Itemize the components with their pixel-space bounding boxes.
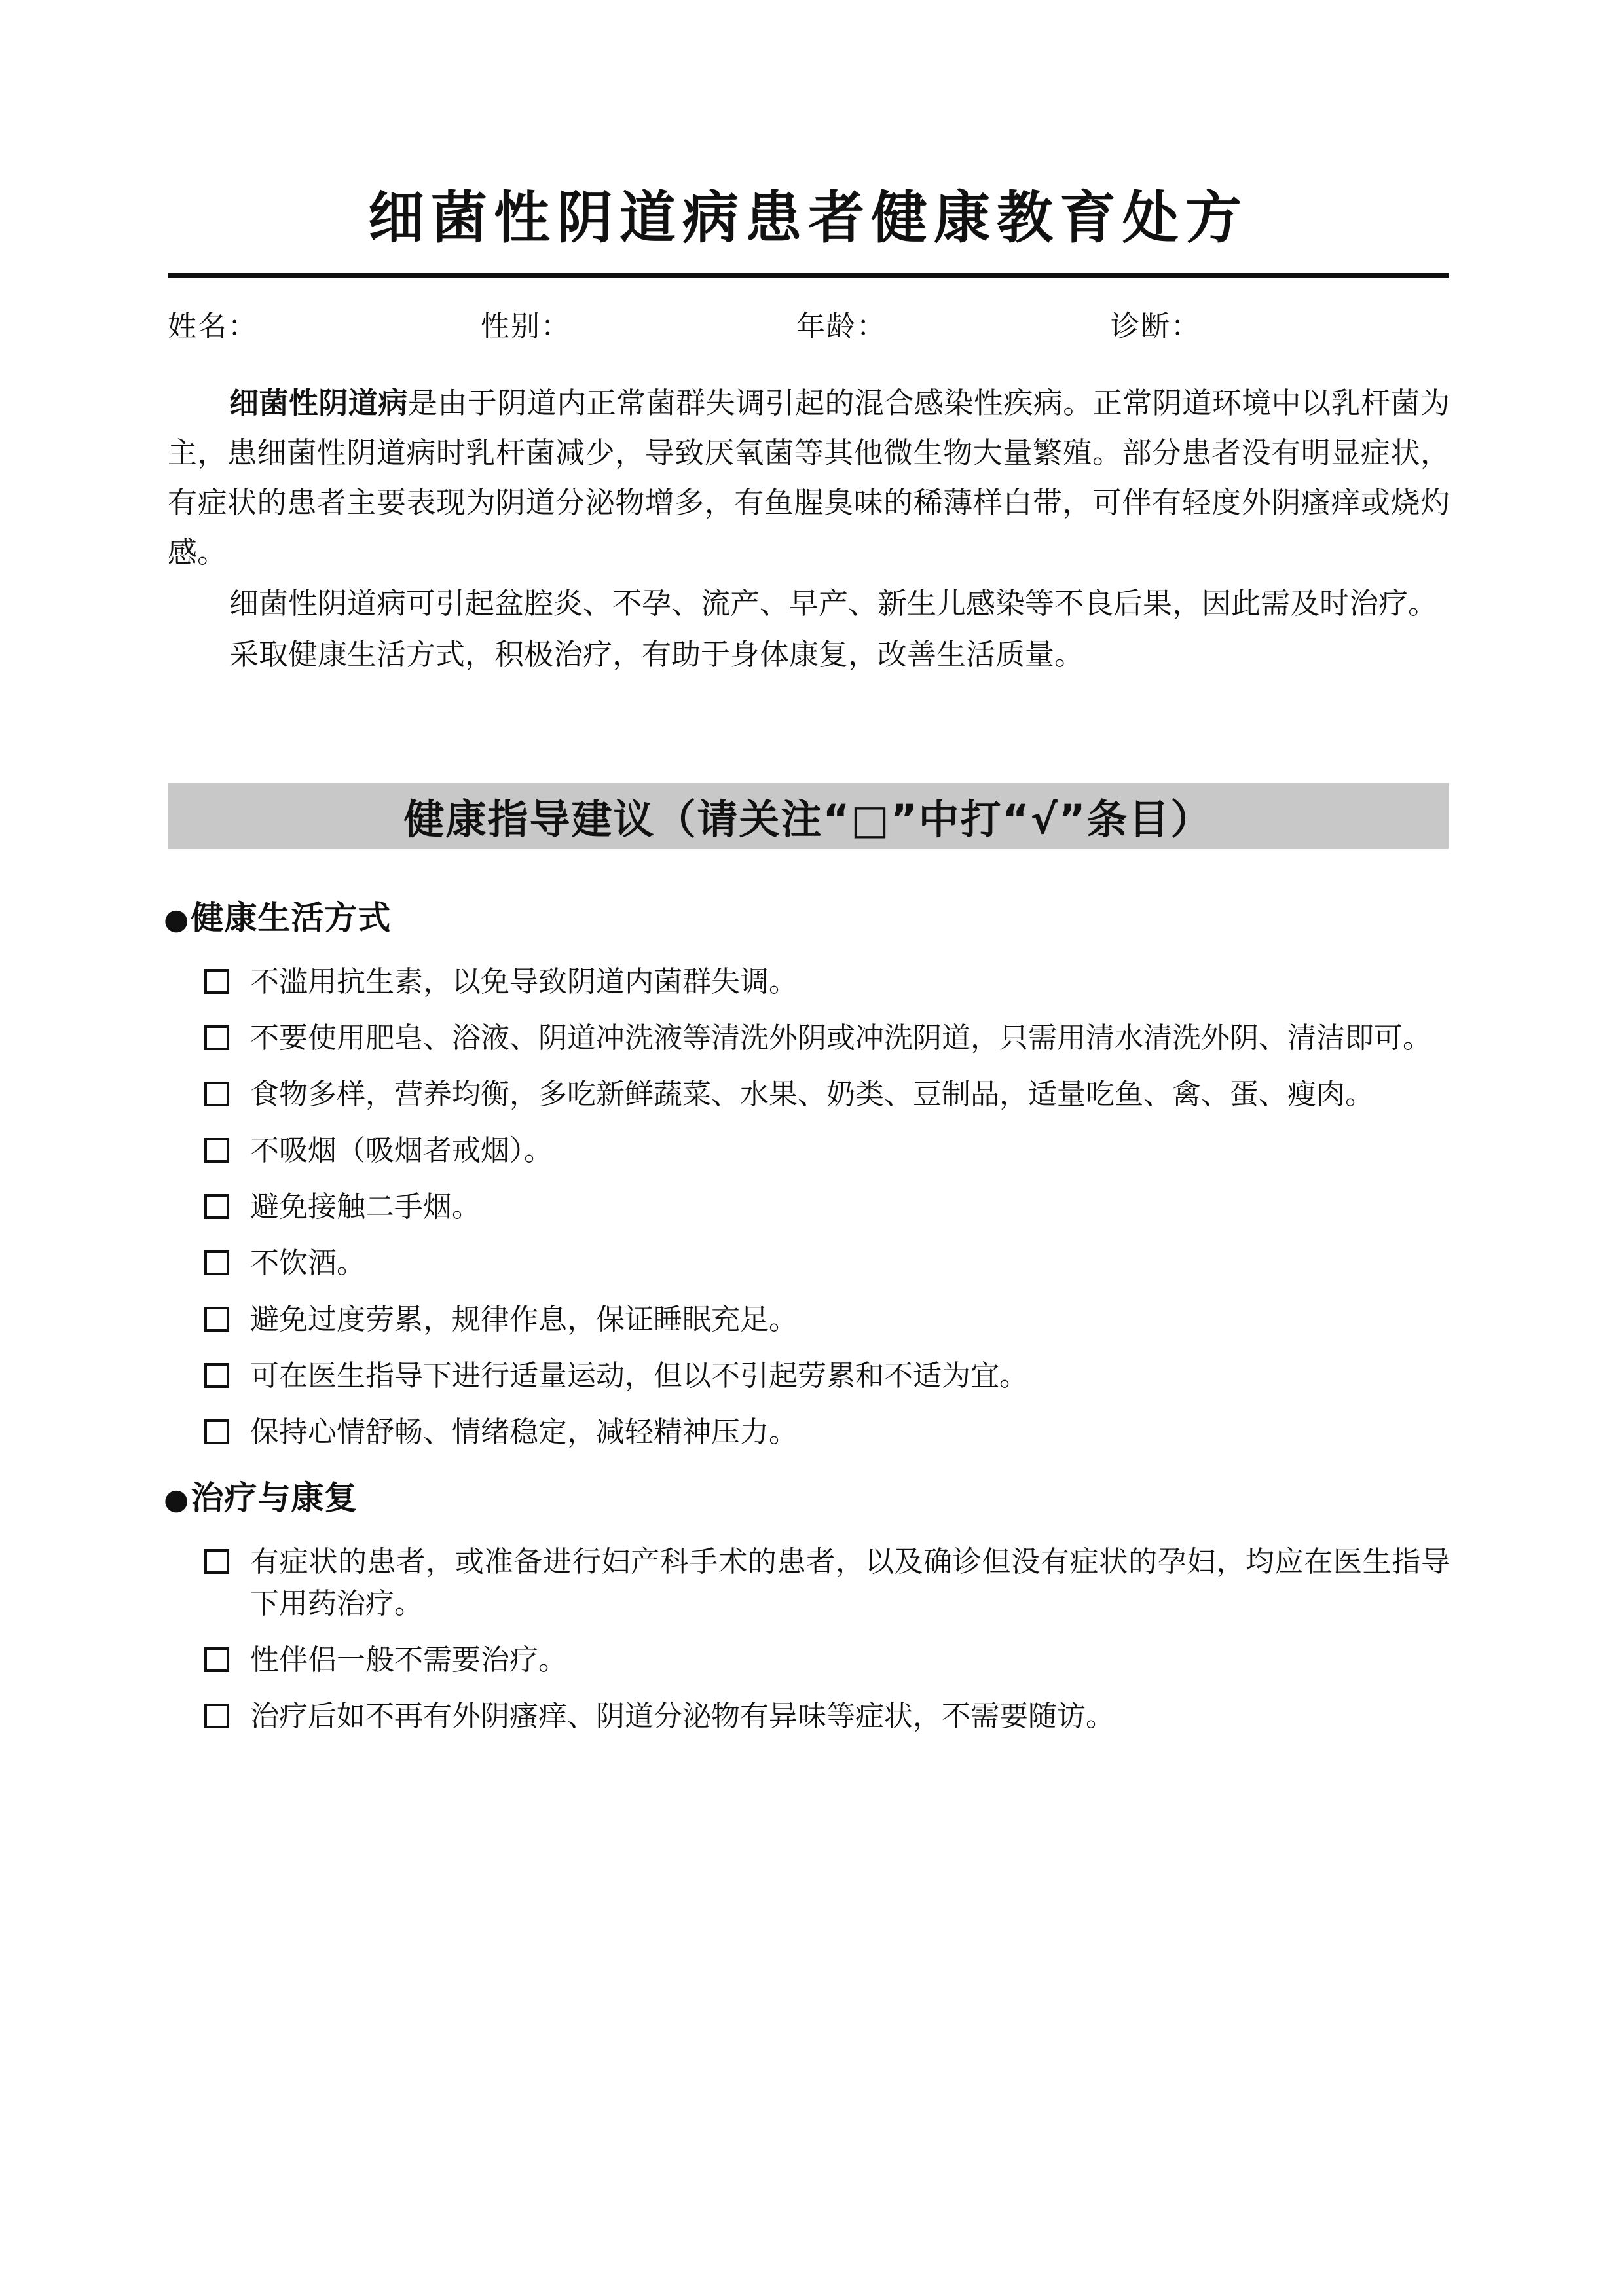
list-item-label: 不要使用肥皂、浴液、阴道冲洗液等清洗外阴或冲洗阴道，只需用清水清洗外阴、清洁即可。 xyxy=(250,1021,1431,1055)
checklist-lifestyle xyxy=(204,961,1450,1453)
list-item[interactable] xyxy=(204,1299,1450,1341)
page-title: 细菌性阴道病患者健康教育处方 xyxy=(368,185,1248,251)
intro-lead-term: 细菌性阴道病 xyxy=(229,386,408,420)
bullet-icon: ● xyxy=(164,903,190,936)
list-item-label: 不滥用抗生素，以免导致阴道内菌群失调。 xyxy=(250,965,798,998)
patient-gender-field[interactable]: 性别： xyxy=(481,310,571,343)
checkbox-icon[interactable] xyxy=(204,969,229,994)
section-heading-treatment xyxy=(164,1472,358,1519)
section-heading-lifestyle-label: 健康生活方式 xyxy=(191,899,392,937)
list-item[interactable] xyxy=(204,1017,1450,1059)
list-item[interactable] xyxy=(204,1696,1450,1738)
bullet-icon: ● xyxy=(164,1483,190,1516)
checkbox-icon[interactable] xyxy=(204,1549,229,1574)
list-item[interactable] xyxy=(204,1355,1450,1397)
intro-paragraph-3: 采取健康生活方式，积极治疗，有助于身体康复，改善生活质量。 xyxy=(229,637,1084,672)
checkbox-icon[interactable] xyxy=(204,1138,229,1163)
patient-diagnosis-field[interactable]: 诊断： xyxy=(1111,310,1201,343)
health-guidance-banner xyxy=(168,783,1449,849)
list-item[interactable] xyxy=(204,1412,1450,1453)
checkbox-icon[interactable] xyxy=(204,1363,229,1388)
list-item-label: 避免接触二手烟。 xyxy=(250,1190,481,1224)
intro-paragraph-2: 细菌性阴道病可引起盆腔炎、不孕、流产、早产、新生儿感染等不良后果，因此需及时治疗。 xyxy=(229,586,1438,621)
list-item-label: 有症状的患者，或准备进行妇产科手术的患者，以及确诊但没有症状的孕妇，均应在医生指导下用药治疗。 xyxy=(250,1545,1450,1620)
checkbox-icon[interactable] xyxy=(204,1419,229,1444)
list-item[interactable] xyxy=(204,1541,1450,1625)
checkbox-icon[interactable] xyxy=(204,1025,229,1050)
patient-age-field[interactable]: 年龄： xyxy=(796,310,887,343)
checklist-treatment xyxy=(204,1541,1450,1738)
list-item-label: 不饮酒。 xyxy=(250,1247,365,1280)
checkbox-icon[interactable] xyxy=(204,1307,229,1332)
list-item[interactable] xyxy=(204,1130,1450,1172)
intro-paragraph-1 xyxy=(168,378,1450,577)
section-heading-treatment-label: 治疗与康复 xyxy=(191,1479,358,1517)
list-item[interactable] xyxy=(204,1074,1450,1116)
intro-paragraph-1-text: 是由于阴道内正常菌群失调引起的混合感染性疾病。正常阴道环境中以乳杆菌为主，患细菌性阴道病时乳杆菌减少，导致厌氧菌等其他微生物大量繁殖。部分患者没有明显症状，有症状的患者主要表现为阴道分泌物增多，有鱼腥臭味的稀薄样白带，可伴有轻度外阴瘙痒或烧灼感。 xyxy=(168,386,1450,570)
checkbox-icon[interactable] xyxy=(204,1194,229,1219)
patient-name-field[interactable]: 姓名： xyxy=(168,310,258,343)
list-item-label: 性伴侣一般不需要治疗。 xyxy=(250,1643,567,1677)
checkbox-icon[interactable] xyxy=(204,1647,229,1672)
patient-info-row xyxy=(168,302,1449,342)
list-item[interactable] xyxy=(204,1186,1450,1228)
list-item-label: 保持心情舒畅、情绪稳定，减轻精神压力。 xyxy=(250,1415,798,1449)
list-item[interactable] xyxy=(204,1243,1450,1285)
checkbox-icon[interactable] xyxy=(204,1082,229,1106)
list-item[interactable] xyxy=(204,1639,1450,1681)
intro-section xyxy=(168,378,1450,681)
title-divider xyxy=(168,273,1449,278)
list-item[interactable] xyxy=(204,961,1450,1003)
checkbox-icon[interactable] xyxy=(204,1704,229,1728)
banner-title: 健康指导建议（请关注“□”中打“√”条目） xyxy=(403,795,1213,843)
checkbox-icon[interactable] xyxy=(204,1250,229,1275)
section-heading-lifestyle xyxy=(164,892,391,939)
list-item-label: 不吸烟（吸烟者戒烟）。 xyxy=(250,1134,553,1167)
list-item-label: 食物多样，营养均衡，多吃新鲜蔬菜、水果、奶类、豆制品，适量吃鱼、禽、蛋、瘦肉。 xyxy=(250,1078,1374,1111)
list-item-label: 可在医生指导下进行适量运动，但以不引起劳累和不适为宜。 xyxy=(250,1359,1028,1393)
list-item-label: 避免过度劳累，规律作息，保证睡眠充足。 xyxy=(250,1303,798,1336)
list-item-label: 治疗后如不再有外阴瘙痒、阴道分泌物有异味等症状，不需要随访。 xyxy=(250,1700,1115,1733)
